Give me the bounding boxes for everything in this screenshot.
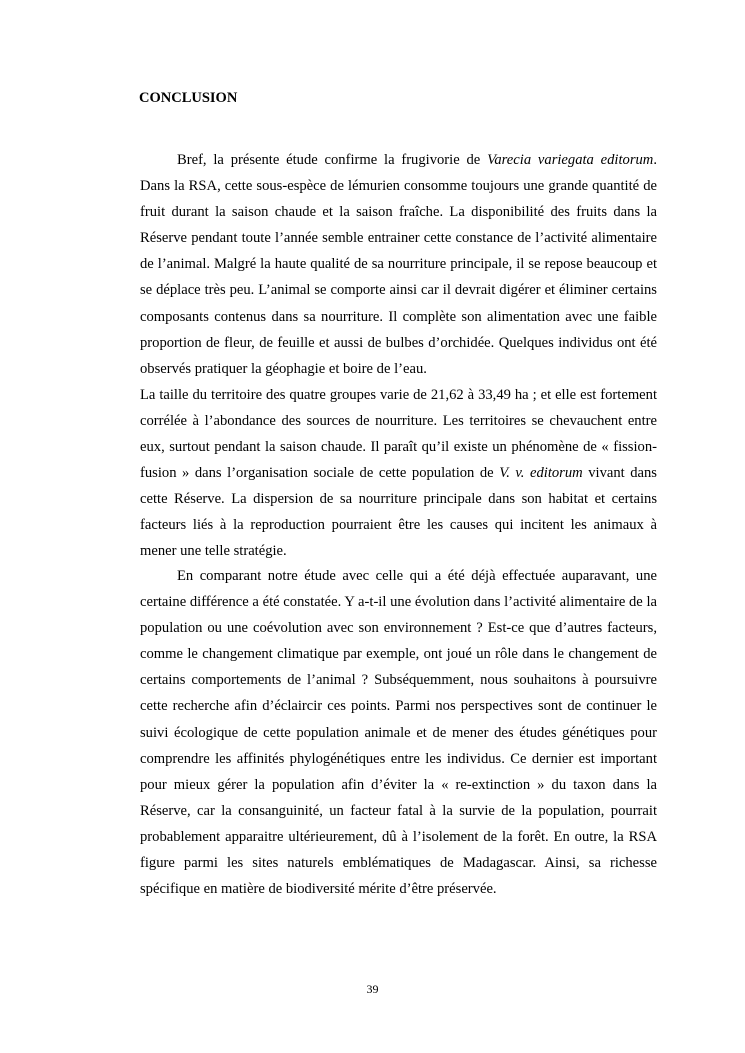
paragraph-perspectives: En comparant notre étude avec celle qui a été déjà effectuée auparavant, une certaine différence a été constatée. Y a-t-il une évolution dans l’activité alimentaire de la population ou une coévolution avec son environnement ? Est-ce que d’autres facteurs, comme le changement climatique par exemple, ont joué un rôle dans le changement de certains comportements de l’animal ? Subséquemment, nous souhaitons à poursuivre cette recherche afin d’éclaircir ces points. Parmi nos perspectives sont de continuer le suivi écologique de cette population animale et de mener des études génétiques pour comprendre les affinités phylogénétiques entre les individus. Ce dernier est important pour mieux gérer la population afin d’éviter la « re-extinction » du taxon dans la Réserve, car la consanguinité, un facteur fatal à la survie de la population, pourrait probablement apparaitre ultérieurement, dû à l’isolement de la forêt. En outre, la RSA figure parmi les sites naturels emblématiques de Madagascar. Ainsi, sa richesse spécifique en matière de biodiversité mérite d’être préservée. bbox=[140, 568, 657, 898]
species-name: Varecia variegata editorum bbox=[487, 152, 654, 168]
page-number: 39 bbox=[366, 982, 379, 996]
conclusion-block-1 bbox=[140, 147, 657, 565]
species-abbrev: V. v. editorum bbox=[499, 465, 583, 482]
conclusion-block-2 bbox=[140, 563, 657, 902]
paragraph-frugivory-intro: Bref, la présente étude confirme la frugivorie de bbox=[177, 152, 488, 168]
paragraph-frugivory-rest: . Dans la RSA, cette sous-espèce de lémurien consomme toujours une grande quantité de fruit durant la saison chaude et la saison fraîche. La disponibilité des fruits dans la Réserve pendant toute l’année semble entrainer cette constance de l’activité alimentaire de l’animal. Malgré la haute qualité de sa nourriture principale, il se repose beaucoup et se déplace très peu. L’animal se comporte ainsi car il devrait digérer et éliminer certains composants contenus dans sa nourriture. Il complète son alimentation avec une faible proportion de fleur, de feuille et aussi de bulbes d’orchidée. Quelques individus ont été observés pratiquer la géophagie et boire de l’eau. bbox=[140, 152, 657, 377]
paragraph-territory bbox=[140, 382, 657, 565]
paragraph-territory-intro: La taille du territoire des quatre groupes varie de 21,62 à 33,49 ha ; et elle est fortement corrélée à l’abondance des sources de nourriture. Les territoires se chevauchent entre eux, surtout pendant la saison chaude. Il paraît qu’il existe un phénomène de « fission-fusion » dans l’organisation sociale de cette population de bbox=[140, 386, 657, 482]
paragraph-territory-rest: vivant dans cette Réserve. La dispersion de sa nourriture principale dans son habitat et certains facteurs liés à la reproduction pourraient être les causes qui incitent les animaux à mener une telle stratégie. bbox=[140, 465, 657, 560]
paragraph-frugivory bbox=[140, 147, 657, 382]
section-heading: CONCLUSION bbox=[139, 90, 238, 106]
